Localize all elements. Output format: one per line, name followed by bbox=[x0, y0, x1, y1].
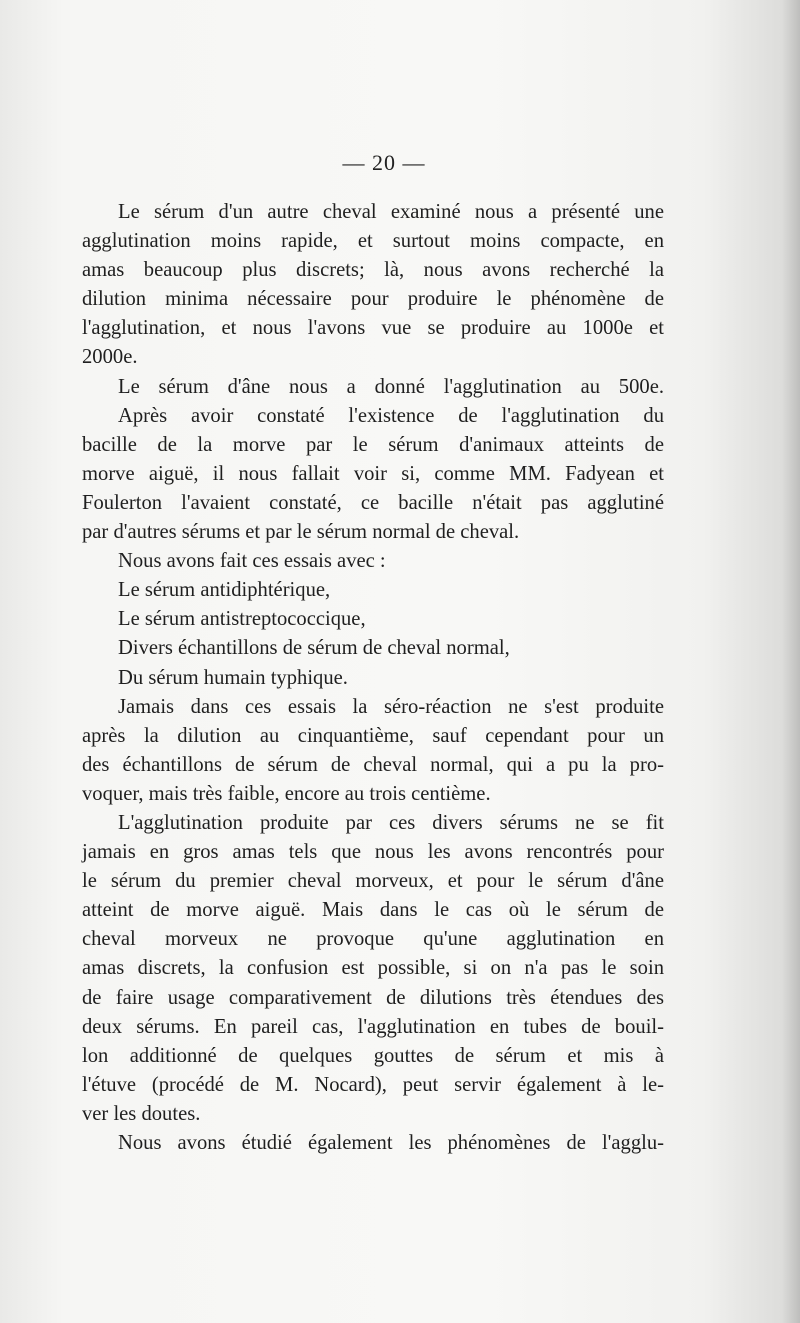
text-line: Le sérum d'un autre cheval examiné nous a présenté une bbox=[118, 201, 664, 223]
text-line: Le sérum antistreptococcique, bbox=[118, 608, 366, 631]
text-line: après la dilution au cinquantième, sauf cependant pour un bbox=[82, 724, 664, 747]
text-line: Foulerton l'avaient constaté, ce bacille n'était pas agglutiné bbox=[82, 491, 664, 514]
text-line: Nous avons étudié également les phénomènes de l'agglu- bbox=[118, 1132, 664, 1154]
text-line: jamais en gros amas tels que nous les avons rencontrés pour bbox=[82, 841, 664, 864]
text-line: Divers échantillons de sérum de cheval normal, bbox=[118, 637, 510, 660]
text-line: Nous avons fait ces essais avec : bbox=[118, 550, 386, 573]
text-line: voquer, mais très faible, encore au trois centième. bbox=[82, 782, 491, 805]
text-line: bacille de la morve par le sérum d'animaux atteints de bbox=[82, 433, 664, 456]
text-line: Après avoir constaté l'existence de l'agglutination du bbox=[118, 404, 664, 427]
text-line: le sérum du premier cheval morveux, et pour le sérum d'âne bbox=[82, 870, 664, 893]
text-line: L'agglutination produite par ces divers sérums ne se fit bbox=[118, 811, 664, 834]
page-edge-shadow bbox=[782, 0, 800, 1323]
text-line: amas discrets, la confusion est possible, si on n'a pas le soin bbox=[82, 957, 664, 980]
body-text bbox=[82, 198, 664, 1158]
text-line: ver les doutes. bbox=[82, 1102, 201, 1125]
text-line: des échantillons de sérum de cheval normal, qui a pu la pro- bbox=[82, 753, 664, 776]
text-line: agglutination moins rapide, et surtout moins compacte, en bbox=[82, 230, 664, 253]
text-line: par d'autres sérums et par le sérum normal de cheval. bbox=[82, 521, 520, 544]
text-line: 2000e. bbox=[82, 346, 138, 369]
text-line: de faire usage comparativement de dilutions très étendues des bbox=[82, 986, 664, 1009]
text-line: dilution minima nécessaire pour produire le phénomène de bbox=[82, 288, 664, 311]
text-line: Du sérum humain typhique. bbox=[118, 666, 348, 689]
text-line: morve aiguë, il nous fallait voir si, comme MM. Fadyean et bbox=[82, 462, 664, 485]
text-line: deux sérums. En pareil cas, l'agglutination en tubes de bouil- bbox=[82, 1015, 664, 1038]
text-line: cheval morveux ne provoque qu'une agglutination en bbox=[82, 928, 664, 951]
text-line: Le sérum d'âne nous a donné l'agglutination au 500e. bbox=[118, 375, 664, 398]
text-line: l'étuve (procédé de M. Nocard), peut servir également à le- bbox=[82, 1073, 664, 1096]
text-line: atteint de morve aiguë. Mais dans le cas où le sérum de bbox=[82, 899, 664, 922]
text-line: l'agglutination, et nous l'avons vue se produire au 1000e et bbox=[82, 317, 664, 340]
text-line: Jamais dans ces essais la séro-réaction ne s'est produite bbox=[118, 695, 664, 718]
text-line: lon additionné de quelques gouttes de sérum et mis à bbox=[82, 1044, 664, 1067]
text-line: amas beaucoup plus discrets; là, nous avons recherché la bbox=[82, 259, 664, 282]
text-line: Le sérum antidiphtérique, bbox=[118, 579, 331, 602]
page-number: — 20 — bbox=[342, 150, 426, 175]
